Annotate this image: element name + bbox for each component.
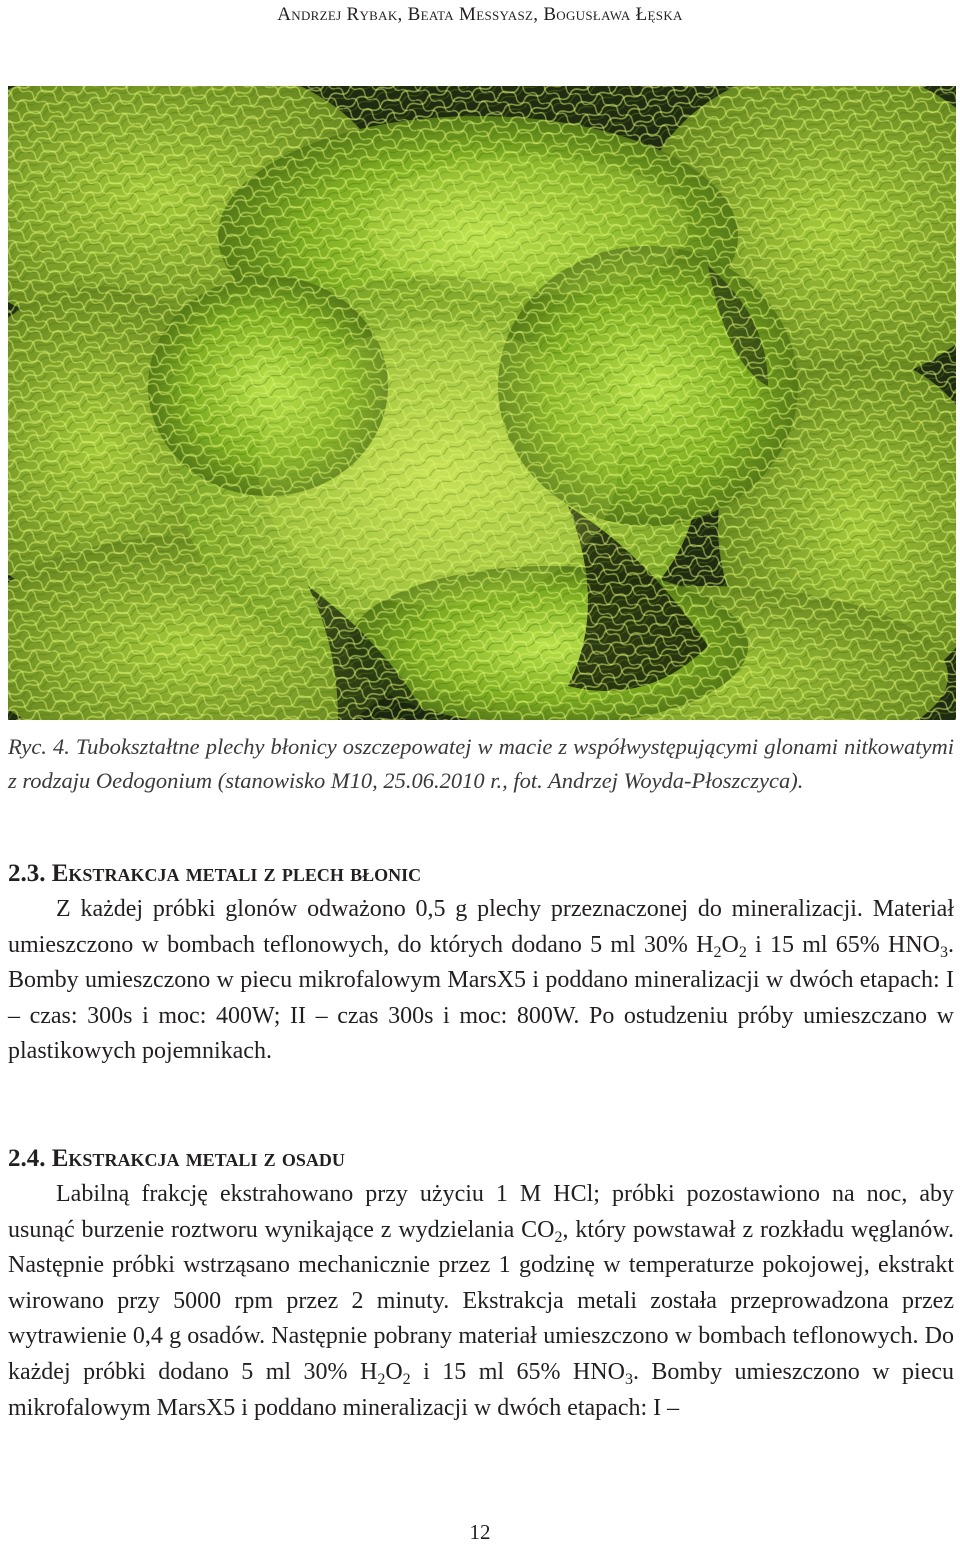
formula-h: H — [696, 931, 714, 958]
paragraph-text: , który powstawał z rozkładu węglanów. Następnie próbki wstrząsano mechanicznie przez 1 godzinę w temperaturze pokojowej, ekstrakt wirowano przy 5000 rpm przez 2 minuty. Ekstrakcja metali została przeprowadzona przez wytrawienie 0,4 g osadów. Następnie pobrany materiał umieszczono w bombach teflonowych. Do każdej próbki dodano 5 ml 30% — [8, 1216, 954, 1385]
section-2-4 — [8, 1141, 954, 1426]
section-paragraph — [8, 892, 954, 1070]
paragraph-text: Labilną frakcję ekstrahowano przy użyciu 1 M HCl; próbki pozostawiono na noc, aby usunąć burzenie roztworu wynikające z wydzielania CO — [8, 1181, 954, 1243]
subscript: 3 — [940, 943, 948, 961]
section-heading — [8, 1141, 954, 1177]
paragraph-text: Z każdej próbki glonów odważono 0,5 g plechy przeznaczonej do mineralizacji. Materiał umieszczono w bombach teflonowych, do których dodano 5 ml 30% — [8, 896, 954, 958]
subscript: 2 — [402, 1370, 411, 1388]
formula-o: O — [385, 1358, 403, 1385]
page-number: 12 — [469, 1520, 491, 1544]
formula-o: O — [721, 931, 739, 958]
paragraph-text: . Bomby umieszczono w piecu mikrofalowym MarsX5 i poddano mineralizacji w dwóch etapach: I – czas: 300s i moc: 400W; II – czas 300s i moc: 800W. Po ostudzeniu próby umieszczano w plastikowych pojemnikach. — [8, 931, 954, 1065]
section-title: Ekstrakcja metali z osadu — [51, 1145, 345, 1172]
figure-caption: Ryc. 4. Tubokształtne plechy błonicy oszczepowatej w macie z współwystępującymi glonami nitkowatymi z rodzaju Oedogonium (stanowisko M10, 25.06.2010 r., fot. Andrzej Woyda-Płoszczyca). — [8, 734, 954, 793]
subscript: 2 — [554, 1228, 563, 1246]
formula-h: H — [359, 1358, 378, 1385]
algae-photo — [8, 86, 956, 720]
section-paragraph — [8, 1177, 954, 1426]
section-heading — [8, 856, 954, 892]
paragraph-text: i 15 ml 65% HNO — [746, 931, 940, 958]
section-title: Ekstrakcja metali z plech błonic — [51, 860, 422, 887]
paragraph-text: i 15 ml 65% HNO — [410, 1358, 625, 1385]
section-2-3 — [8, 856, 954, 1070]
subscript: 2 — [738, 943, 747, 961]
algae-photo-illustration — [8, 86, 956, 720]
paragraph-text: . Bomby umieszczono w piecu mikrofalowym MarsX5 i poddano mineralizacji w dwóch etapach: I – — [8, 1358, 955, 1421]
subscript: 2 — [713, 943, 722, 961]
subscript: 3 — [624, 1370, 633, 1388]
subscript: 2 — [377, 1370, 386, 1388]
running-header: Andrzej Rybak, Beata Messyasz, Bogusława Łęska — [277, 4, 683, 25]
section-number: 2.3. — [8, 860, 46, 887]
section-number: 2.4. — [8, 1145, 46, 1172]
